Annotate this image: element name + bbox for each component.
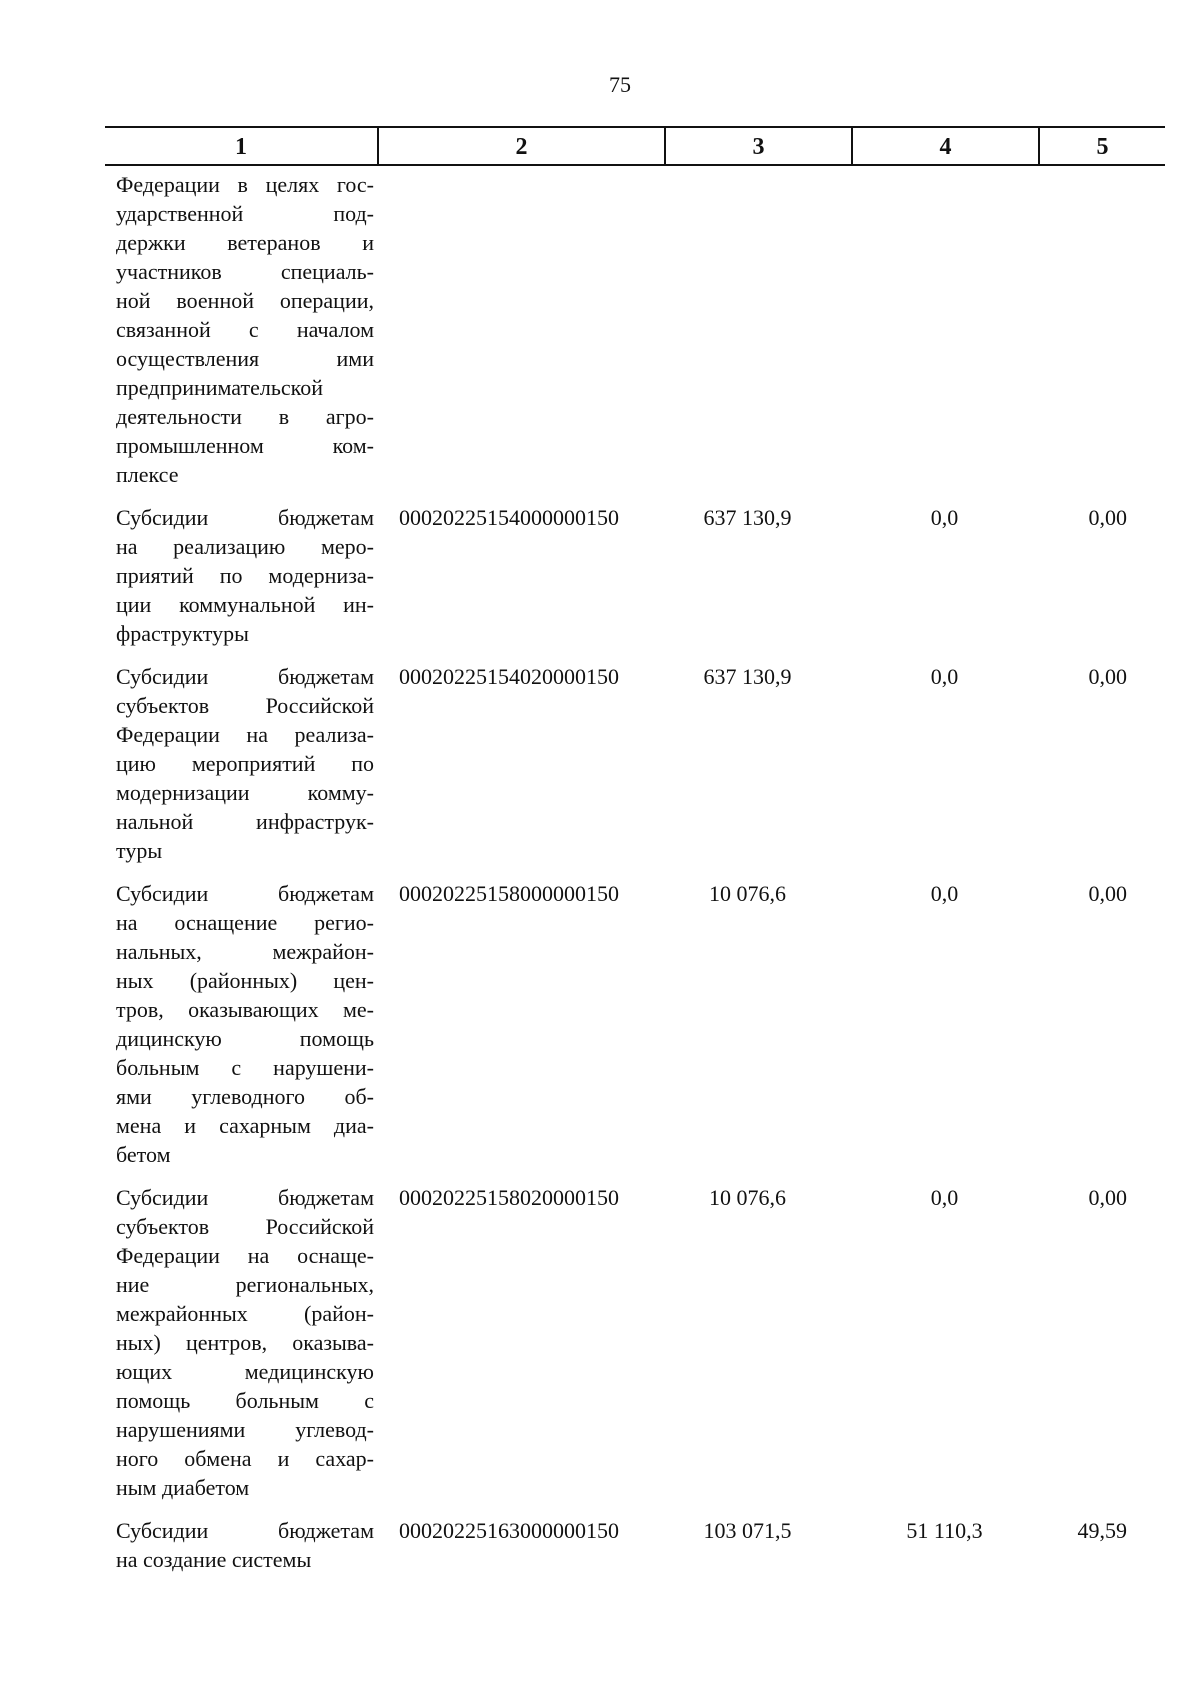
description-line: нальной инфраструк- bbox=[116, 809, 374, 834]
description-line: держки ветеранов и bbox=[116, 230, 374, 255]
row-value-3: 103 071,5 bbox=[703, 1518, 792, 1543]
description-line: помощь больным с bbox=[116, 1388, 374, 1413]
description-line: дицинскую помощь bbox=[116, 1026, 374, 1051]
description-line: бетом bbox=[116, 1142, 171, 1167]
description-line: ние региональных, bbox=[116, 1272, 374, 1297]
row-value-4 bbox=[851, 170, 1038, 489]
description-line: приятий по модерниза- bbox=[116, 563, 374, 588]
description-line: тров, оказывающих ме- bbox=[116, 997, 374, 1022]
description-line: участников специаль- bbox=[116, 259, 374, 284]
description-line: Субсидии бюджетам bbox=[116, 664, 374, 689]
description-line: Федерации на оснаще- bbox=[116, 1243, 374, 1268]
description-line: на реализацию меро- bbox=[116, 534, 374, 559]
description-line: плексе bbox=[116, 462, 179, 487]
column-header-3: 3 bbox=[664, 128, 851, 164]
row-description bbox=[105, 879, 377, 1169]
description-line: ющих медицинскую bbox=[116, 1359, 374, 1384]
row-spacer bbox=[105, 1502, 1165, 1516]
row-description bbox=[105, 662, 377, 865]
description-line: ной военной операции, bbox=[116, 288, 374, 313]
row-description bbox=[105, 1516, 377, 1574]
description-line: ного обмена и сахар- bbox=[116, 1446, 374, 1471]
row-description bbox=[105, 1183, 377, 1502]
description-line: фраструктуры bbox=[116, 621, 249, 646]
row-value-5: 0,00 bbox=[1088, 664, 1127, 689]
row-description bbox=[105, 170, 377, 489]
row-code: 00020225154020000150 bbox=[399, 664, 619, 689]
description-line: ударственной под- bbox=[116, 201, 374, 226]
row-code: 00020225163000000150 bbox=[399, 1518, 619, 1543]
row-code bbox=[377, 170, 664, 489]
row-value-5 bbox=[1038, 170, 1165, 489]
description-line: больным с нарушени- bbox=[116, 1055, 374, 1080]
description-line: ции коммунальной ин- bbox=[116, 592, 374, 617]
description-line: на создание системы bbox=[116, 1547, 312, 1572]
description-line: субъектов Российской bbox=[116, 693, 374, 718]
row-value-5: 0,00 bbox=[1088, 505, 1127, 530]
table-row bbox=[105, 662, 1165, 865]
description-line: на оснащение регио- bbox=[116, 910, 374, 935]
description-line: модернизации комму- bbox=[116, 780, 374, 805]
row-value-3: 637 130,9 bbox=[703, 664, 792, 689]
row-value-4: 0,0 bbox=[930, 664, 959, 689]
row-value-4: 0,0 bbox=[930, 505, 959, 530]
row-value-4: 0,0 bbox=[930, 881, 959, 906]
description-line: Субсидии бюджетам bbox=[116, 1185, 374, 1210]
row-value-3 bbox=[664, 170, 851, 489]
description-line: осуществления ими bbox=[116, 346, 374, 371]
column-header-2: 2 bbox=[377, 128, 664, 164]
description-line: Субсидии бюджетам bbox=[116, 881, 374, 906]
description-line: Субсидии бюджетам bbox=[116, 1518, 374, 1543]
description-line: ных (районных) цен- bbox=[116, 968, 374, 993]
budget-table bbox=[105, 126, 1165, 1574]
table-body bbox=[105, 166, 1165, 1574]
description-line: нарушениями углевод- bbox=[116, 1417, 374, 1442]
row-description bbox=[105, 503, 377, 648]
row-value-5: 49,59 bbox=[1077, 1518, 1127, 1543]
description-line: ным диабетом bbox=[116, 1475, 250, 1500]
table-row bbox=[105, 879, 1165, 1169]
description-line: Субсидии бюджетам bbox=[116, 505, 374, 530]
row-value-5: 0,00 bbox=[1088, 1185, 1127, 1210]
table-row bbox=[105, 1516, 1165, 1574]
row-value-4: 51 110,3 bbox=[906, 1518, 983, 1543]
description-line: промышленном ком- bbox=[116, 433, 374, 458]
description-line: связанной с началом bbox=[116, 317, 374, 342]
description-line: Федерации в целях гос- bbox=[116, 172, 374, 197]
description-line: Федерации на реализа- bbox=[116, 722, 374, 747]
table-row bbox=[105, 1183, 1165, 1502]
row-code: 00020225158020000150 bbox=[399, 1185, 619, 1210]
table-row bbox=[105, 170, 1165, 489]
description-line: туры bbox=[116, 838, 163, 863]
description-line: субъектов Российской bbox=[116, 1214, 374, 1239]
description-line: цию мероприятий по bbox=[116, 751, 374, 776]
row-value-3: 637 130,9 bbox=[703, 505, 792, 530]
description-line: деятельности в агро- bbox=[116, 404, 374, 429]
description-line: ями углеводного об- bbox=[116, 1084, 374, 1109]
column-header-4: 4 bbox=[851, 128, 1038, 164]
column-header-5: 5 bbox=[1038, 128, 1165, 164]
column-header-1: 1 bbox=[235, 134, 247, 160]
row-spacer bbox=[105, 648, 1165, 662]
description-line: ных) центров, оказыва- bbox=[116, 1330, 374, 1355]
row-code: 00020225158000000150 bbox=[399, 881, 619, 906]
row-value-3: 10 076,6 bbox=[709, 1185, 786, 1210]
description-line: мена и сахарным диа- bbox=[116, 1113, 374, 1138]
description-line: предпринимательской bbox=[116, 375, 324, 400]
description-line: межрайонных (район- bbox=[116, 1301, 374, 1326]
row-spacer bbox=[105, 865, 1165, 879]
row-value-5: 0,00 bbox=[1088, 881, 1127, 906]
table-header-row bbox=[105, 126, 1165, 166]
row-spacer bbox=[105, 1169, 1165, 1183]
description-line: нальных, межрайон- bbox=[116, 939, 374, 964]
row-value-3: 10 076,6 bbox=[709, 881, 786, 906]
table-row bbox=[105, 503, 1165, 648]
row-value-4: 0,0 bbox=[930, 1185, 959, 1210]
row-spacer bbox=[105, 489, 1165, 503]
page-number: 75 bbox=[609, 72, 631, 97]
row-code: 00020225154000000150 bbox=[399, 505, 619, 530]
